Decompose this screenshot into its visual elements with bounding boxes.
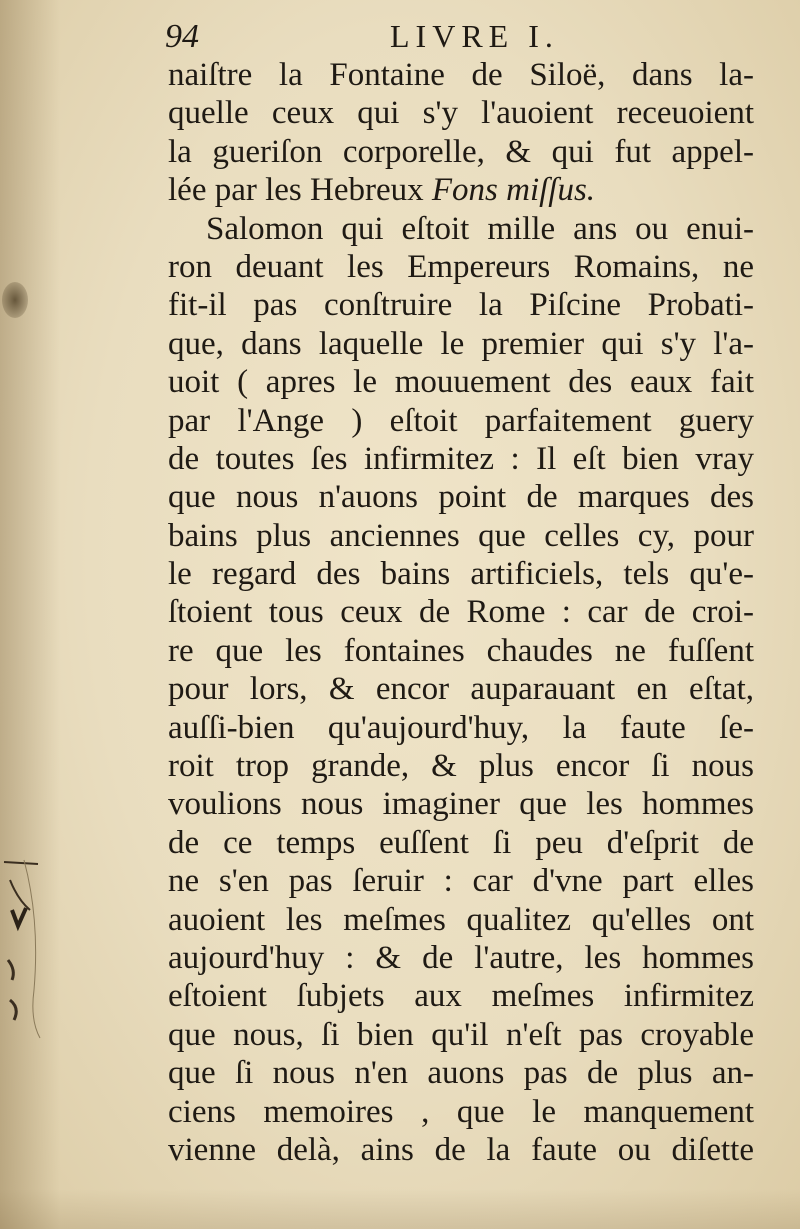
text-line: de toutes ſes infirmitez : Il eſt bien vray [168,440,754,477]
text-line-roman: lée par les Hebreux [168,172,432,209]
text-line: auſſi-bien qu'aujourd'huy, la faute ſe- [168,709,754,746]
text-line: aujourd'huy : & de l'autre, les hommes [168,939,754,976]
text-line: ne s'en pas ſeruir : car d'vne part elles [168,863,754,900]
margin-handwriting-mark [0,840,60,1040]
text-line: auoient les meſmes qualitez qu'elles ont [168,901,754,938]
text-line: roit trop grande, & plus encor ſi nous [168,748,754,785]
text-line: voulions nous imaginer que les hommes [168,786,754,823]
text-line: de ce temps euſſent ſi peu d'eſprit de [168,824,754,861]
running-head: LIVRE I. [390,18,559,54]
text-line: vienne delà, ains de la faute ou diſette [168,1131,754,1168]
text-line: naiſtre la Fontaine de Siloë, dans la- [168,57,754,93]
ink-blot [2,282,28,318]
text-line: pour lors, & encor auparauant en eſtat, [168,671,754,708]
text-line: le regard des bains artificiels, tels qu'e- [168,556,754,593]
text-line: par l'Ange ) eſtoit parfaitement guery [168,402,754,439]
text-line: que nous n'auons point de marques des [168,479,754,516]
text-line-italic: Fons miſſus. [431,172,596,209]
text-line: fit-il pas conſtruire la Piſcine Probati- [168,287,754,324]
text-line: ron deuant les Empereurs Romains, ne [168,248,754,285]
text-line: quelle ceux qui s'y l'auoient receuoient [168,95,754,132]
body-text [168,56,754,1169]
text-line: re que les fontaines chaudes ne fuſſent [168,632,754,669]
text-line: que ſi nous n'en auons pas de plus an- [168,1055,754,1092]
text-line: la gueriſon corporelle, & qui fut appel- [168,133,754,170]
text-line: eſtoient ſubjets aux meſmes infirmitez [168,978,754,1015]
text-line: que nous, ſi bien qu'il n'eſt pas croyable [168,1016,754,1053]
paragraph-start-line: Salomon qui eſtoit mille ans ou enui- [206,210,754,247]
page-number: 94 [165,18,199,55]
text-line [168,171,754,209]
text-line: uoit ( apres le mouuement des eaux fait [168,364,754,401]
gutter-shadow [0,0,60,1229]
text-line: ſtoient tous ceux de Rome : car de croi- [168,594,754,631]
text-line: que, dans laquelle le premier qui s'y l'a- [168,325,754,362]
text-line: ciens memoires , que le manquement [168,1093,754,1130]
page-edge-shadow [0,1189,800,1229]
text-line: bains plus anciennes que celles cy, pour [168,517,754,554]
